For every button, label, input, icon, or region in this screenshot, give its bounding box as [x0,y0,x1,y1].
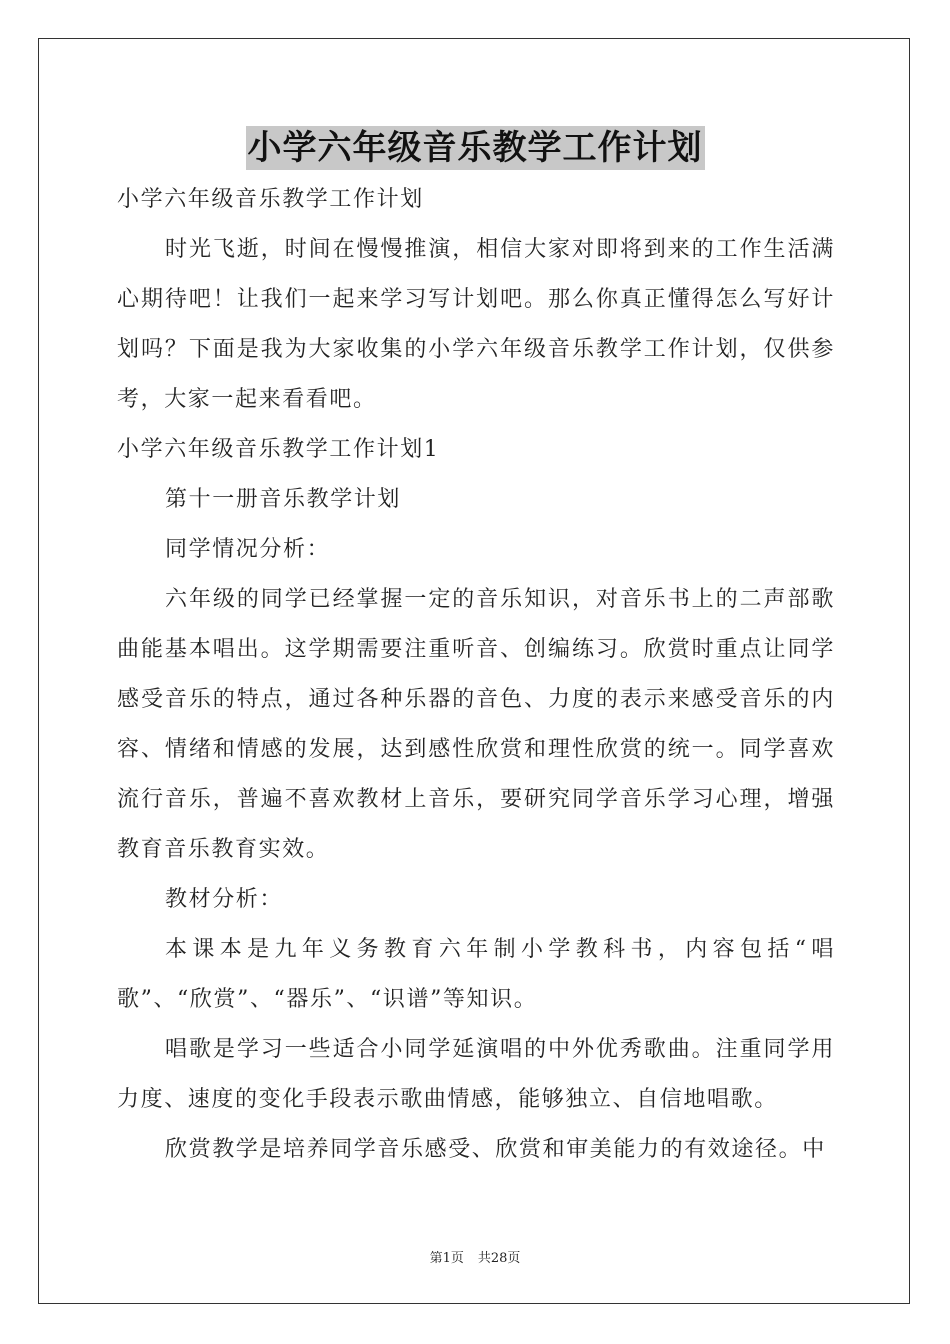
paragraph: 欣赏教学是培养同学音乐感受、欣赏和审美能力的有效途径。中 [165,1137,826,1162]
paragraph: 同学情况分析： [165,537,331,562]
page-footer [0,1247,950,1266]
paragraph: 第十一册音乐教学计划 [165,487,402,512]
paragraph: 教材分析： [165,887,284,912]
section-heading: 小学六年级音乐教学工作计划1 [117,437,440,462]
title-container [0,126,950,170]
paragraph: 六年级的同学已经掌握一定的音乐知识，对音乐书上的二声部歌曲能基本唱出。这学期需要注重听音、创编练习。欣赏时重点让同学感受音乐的特点，通过各种乐器的音色、力度的表示来感受音乐的内容、情绪和情感的发展，达到感性欣赏和理性欣赏的统一。同学喜欢流行音乐，普遍不喜欢教材上音乐，要研究同学音乐学习心理，增强教育音乐教育实效。 [117,587,835,862]
page-number: 第1页 [429,1251,464,1266]
paragraph: 唱歌是学习一些适合小同学延演唱的中外优秀歌曲。注重同学用力度、速度的变化手段表示歌曲情感，能够独立、自信地唱歌。 [117,1037,835,1112]
document-title: 小学六年级音乐教学工作计划 [247,128,703,168]
paragraph: 本课本是九年义务教育六年制小学教科书，内容包括“唱歌”、“欣赏”、“器乐”、“识谱”等知识。 [117,937,835,1012]
paragraph: 时光飞逝，时间在慢慢推演，相信大家对即将到来的工作生活满心期待吧！让我们一起来学习写计划吧。那么你真正懂得怎么写好计划吗？下面是我为大家收集的小学六年级音乐教学工作计划，仅供参考，大家一起来看看吧。 [117,237,835,412]
document-body [117,175,835,1175]
page-total: 共28页 [477,1251,521,1266]
paragraph: 小学六年级音乐教学工作计划 [117,187,424,212]
